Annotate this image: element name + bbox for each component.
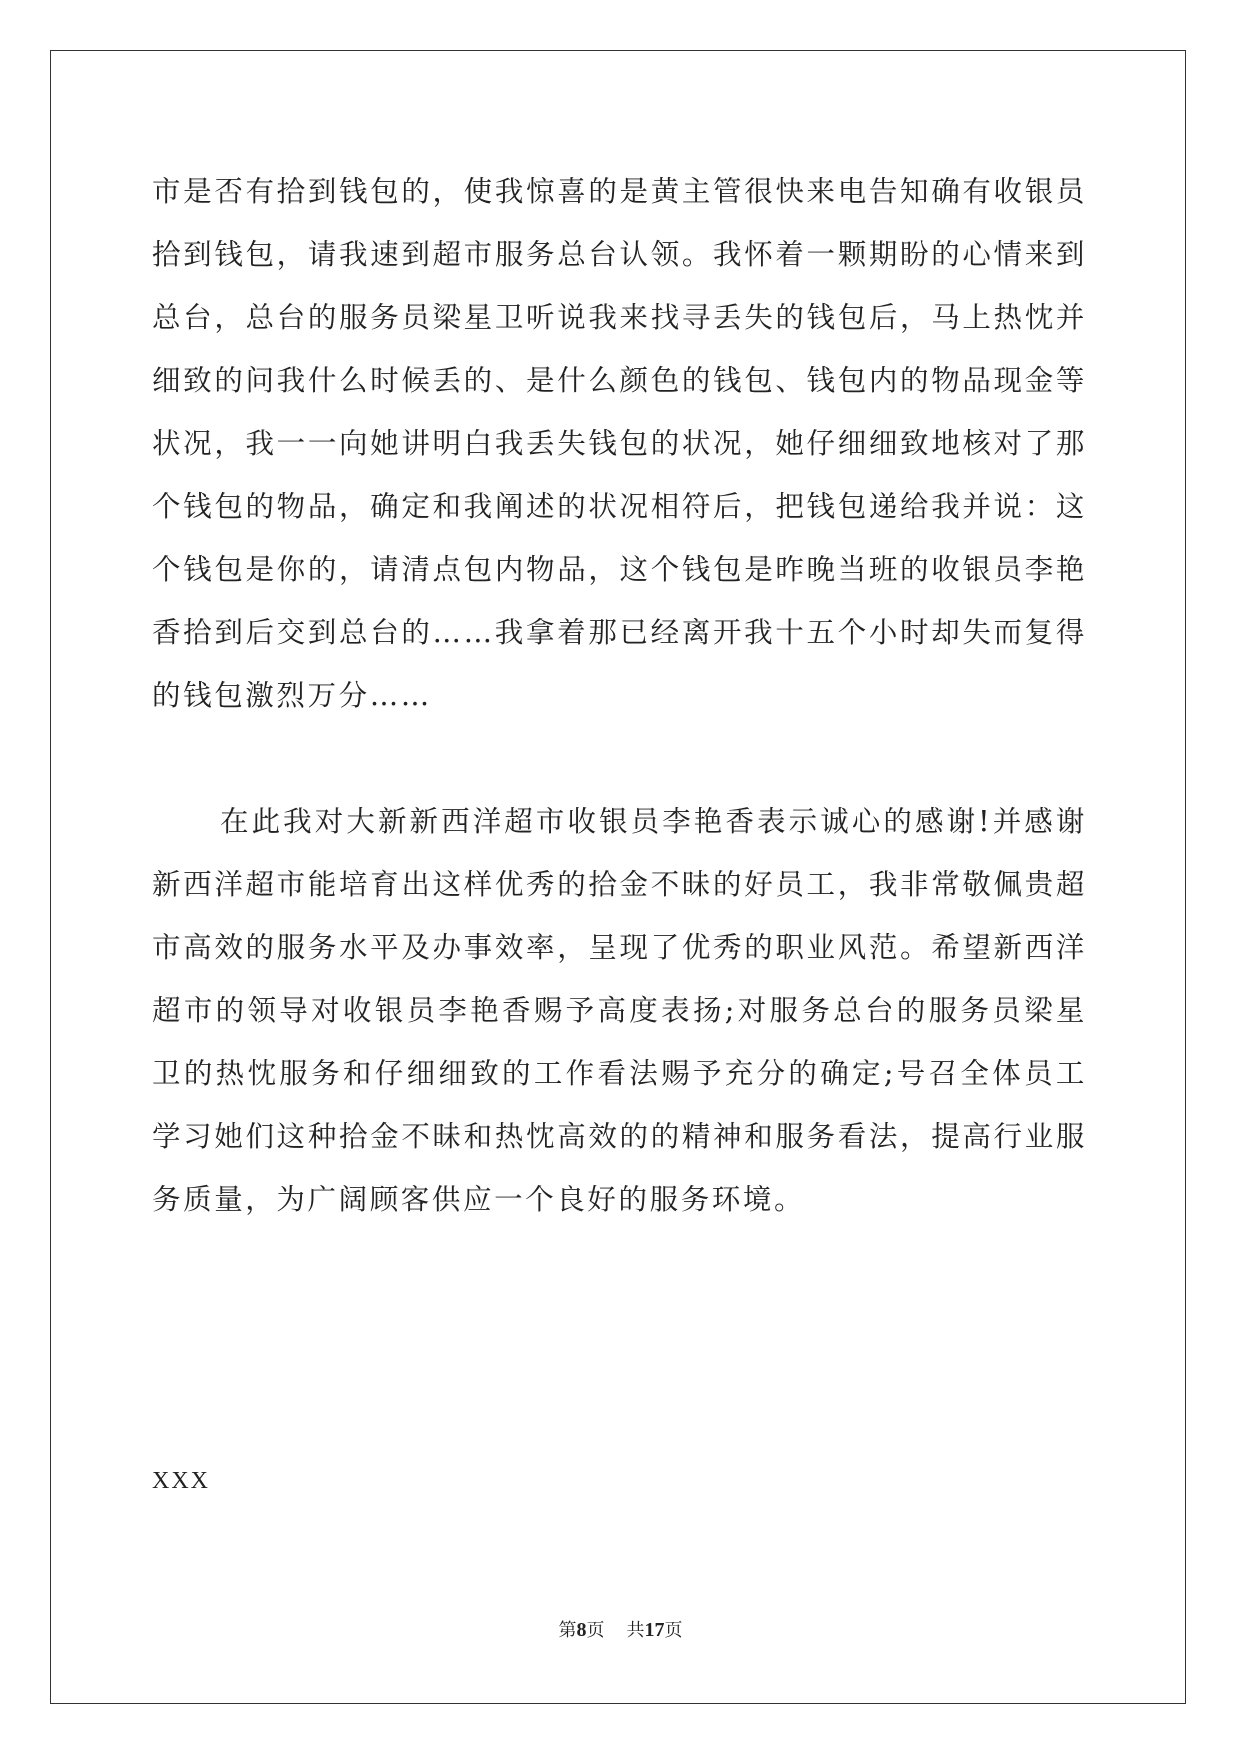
paragraph-continuation: 市是否有拾到钱包的，使我惊喜的是黄主管很快来电告知确有收银员拾到钱包，请我速到超市服务总台认领。我怀着一颗期盼的心情来到总台，总台的服务员梁星卫听说我来找寻丢失的钱包后，马上热忱并细致的问我什么时候丢的、是什么颜色的钱包、钱包内的物品现金等状况，我一一向她讲明白我丢失钱包的状况，她仔细细致地核对了那个钱包的物品，确定和我阐述的状况相符后，把钱包递给我并说：这个钱包是你的，请清点包内物品，这个钱包是昨晚当班的收银员李艳香拾到后交到总台的……我拿着那已经离开我十五个小时却失而复得的钱包激烈万分…… xyxy=(152,175,1087,712)
page-footer xyxy=(0,1616,1241,1642)
signature: XXX xyxy=(152,1468,210,1494)
total-suffix: 页 xyxy=(664,1620,683,1641)
paragraph-spacer xyxy=(152,727,1087,790)
page-prefix: 第 xyxy=(558,1620,577,1641)
total-pages: 17 xyxy=(644,1619,665,1641)
total-prefix: 共 xyxy=(626,1620,645,1641)
paragraph-thanks: 在此我对大新新西洋超市收银员李艳香表示诚心的感谢!并感谢新西洋超市能培育出这样优秀的拾金不昧的好员工，我非常敬佩贵超市高效的服务水平及办事效率，呈现了优秀的职业风范。希望新西洋超市的领导对收银员李艳香赐予高度表扬;对服务总台的服务员梁星卫的热忱服务和仔细细致的工作看法赐予充分的确定;号召全体员工学习她们这种拾金不昧和热忱高效的的精神和服务看法，提高行业服务质量，为广阔顾客供应一个良好的服务环境。 xyxy=(152,805,1087,1216)
page-number: 8 xyxy=(576,1619,587,1641)
document-body xyxy=(152,160,1087,1231)
page-suffix: 页 xyxy=(586,1620,605,1641)
